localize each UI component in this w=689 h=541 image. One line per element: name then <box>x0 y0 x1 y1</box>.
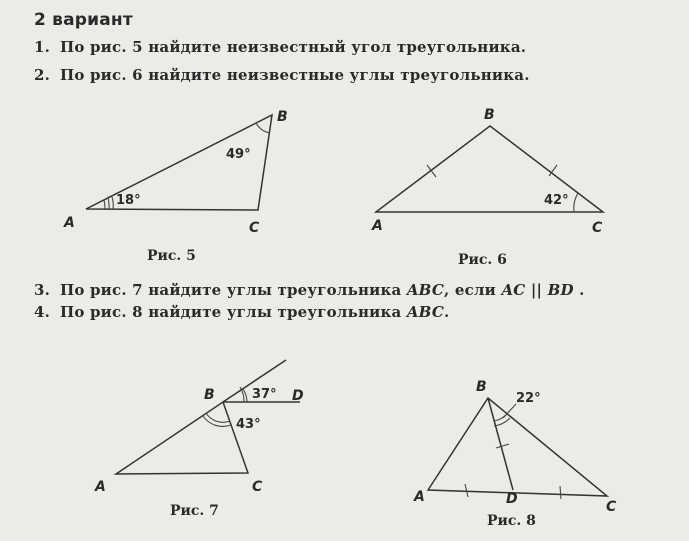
task-text: По рис. 8 найдите углы треугольника <box>60 303 407 321</box>
point-label-c: C <box>252 479 263 495</box>
caption-fig-8: Рис. 8 <box>487 513 536 529</box>
triangle-abc <box>428 398 607 496</box>
triangle-abc <box>116 402 248 474</box>
equal-tick-dc <box>560 486 561 499</box>
angle-arc-b-2 <box>494 418 510 426</box>
point-label-d: D <box>292 388 304 404</box>
triangle-name: ABC <box>406 281 444 299</box>
task-end: . <box>573 281 585 299</box>
caption-fig-5: Рис. 5 <box>147 248 196 264</box>
task-text: По рис. 6 найдите неизвестные углы треугольника. <box>60 66 530 84</box>
point-label-b: B <box>484 107 495 123</box>
triangle-name: ABC <box>406 303 444 321</box>
angle-arc-a-3 <box>104 200 105 209</box>
caption-fig-6: Рис. 6 <box>458 252 507 268</box>
angle-arc-c <box>574 193 578 212</box>
task-end: . <box>443 303 450 321</box>
task-number: 2. <box>34 66 51 84</box>
equal-tick-bd <box>496 444 509 448</box>
point-label-b: B <box>204 387 215 403</box>
figure-5 <box>63 109 288 236</box>
task-number: 4. <box>34 303 51 321</box>
point-label-a: A <box>414 489 425 505</box>
triangle-abc <box>86 115 272 210</box>
point-label-b: B <box>476 379 487 395</box>
angle-b-label: 22° <box>516 391 541 406</box>
point-label-a: A <box>95 479 106 495</box>
task-text-after: , если <box>443 281 502 299</box>
point-label-c: C <box>606 499 617 515</box>
angle-arc-b <box>206 413 230 422</box>
point-label-a: A <box>372 218 383 234</box>
point-label-a: A <box>64 215 75 231</box>
point-label-b: B <box>277 109 288 125</box>
equal-tick-ad <box>465 484 468 497</box>
equal-tick-ab <box>427 165 436 177</box>
angle-arc-a-2 <box>108 198 109 209</box>
angle-db-label: 37° <box>252 387 277 402</box>
angle-c-label: 42° <box>544 193 569 208</box>
figure-7 <box>94 360 304 495</box>
angle-a-label: 18° <box>116 193 141 208</box>
task-text: По рис. 5 найдите неизвестный угол треугольника. <box>60 38 527 56</box>
angle-arc-b <box>256 123 270 133</box>
caption-fig-7: Рис. 7 <box>170 503 219 519</box>
angle-arc-a <box>112 197 113 209</box>
variant-heading: 2 вариант <box>34 10 133 30</box>
figure-8 <box>413 379 617 515</box>
angle-b-label: 43° <box>236 417 261 432</box>
point-label-c: C <box>249 220 260 236</box>
task-number: 3. <box>34 281 51 299</box>
angle-b-label: 49° <box>226 147 251 162</box>
figure-6 <box>371 107 603 236</box>
triangle-abc <box>376 126 603 212</box>
task-text: По рис. 7 найдите углы треугольника <box>60 281 407 299</box>
task-number: 1. <box>34 38 51 56</box>
point-label-d: D <box>506 491 518 507</box>
point-label-c: C <box>592 220 603 236</box>
parallel-condition: AC || BD <box>501 281 574 299</box>
